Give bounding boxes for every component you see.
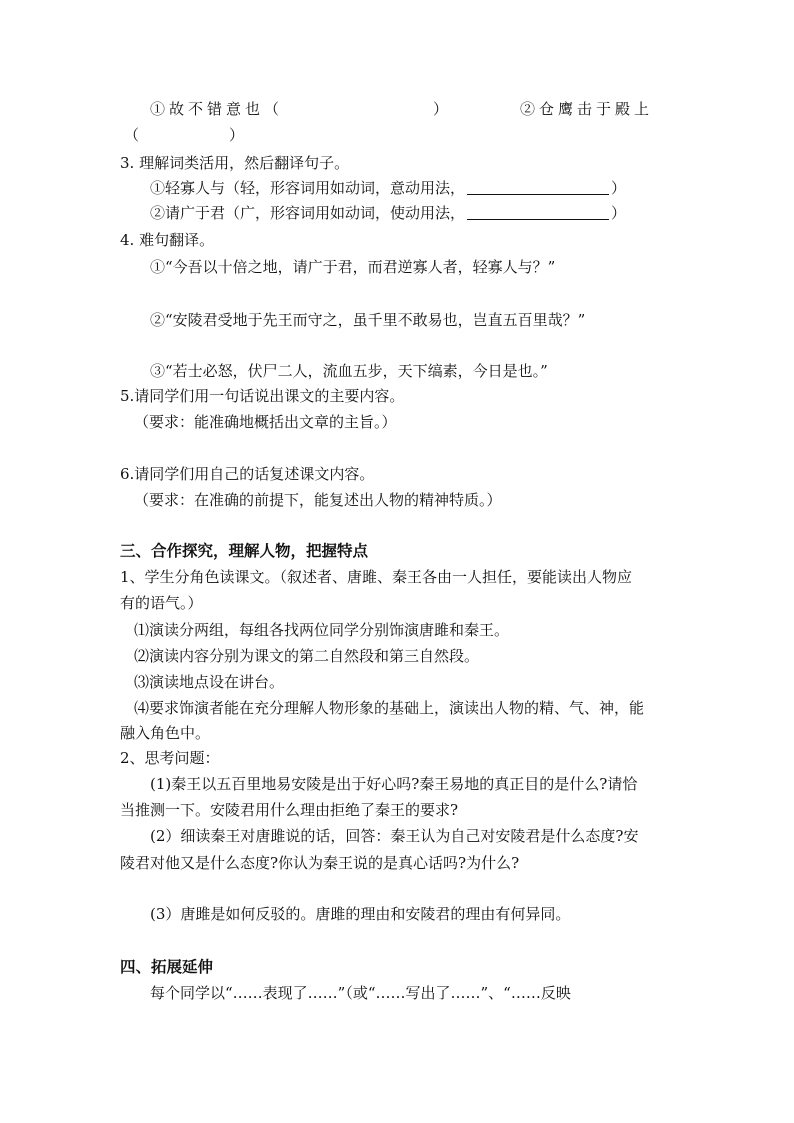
q3-item2 (150, 202, 626, 224)
q2-item1 (150, 98, 452, 120)
q5-requirement: （要求：能准确地概括出文章的主旨。） (134, 413, 397, 431)
section4-heading: 四、拓展延伸 (120, 958, 214, 976)
sec3-question3: (3）唐雎是如何反驳的。唐雎的理由和安陵君的理由有何异同。 (150, 905, 571, 923)
section3-heading: 三、合作探究，理解人物，把握特点 (120, 542, 369, 560)
sec3-step1: ⑴演读分两组，每组各找两位同学分别饰演唐雎和秦王。 (134, 621, 510, 639)
q6-requirement: （要求：在准确的前提下，能复述出人物的精神特质。） (134, 491, 502, 509)
sec4-line1: 每个同学以“……表现了……”（或“……写出了……”、“……反映 (150, 984, 571, 1002)
sec3-step2: ⑵演读内容分别为课文的第二自然段和第三自然段。 (134, 647, 480, 665)
sec3-question2-line2: 陵君对他又是什么态度?你认为秦王说的是真心话吗?为什么? (120, 854, 520, 872)
q3-item1 (150, 177, 626, 199)
q5-title: 5.请同学们用一句话说出课文的主要内容。 (120, 387, 405, 405)
q3-item2-end: ） (611, 204, 627, 222)
q3-item1-end: ） (611, 179, 627, 197)
q3-title: 3. 理解词类活用，然后翻译句子。 (120, 154, 350, 172)
q4-title: 4. 难句翻译。 (120, 231, 215, 249)
sec3-p2: 2、思考问题： (120, 749, 220, 767)
q3-item2-text: ②请广于君（广，形容词用如动词，使动用法， (150, 204, 466, 222)
sec3-p1-line1: 1、学生分角色读课文。（叙述者、唐雎、秦王各由一人担任，要能读出人物应 (120, 568, 633, 586)
q2-item2-blank: （ ） (124, 126, 245, 144)
q6-title: 6.请同学们用自己的话复述课文内容。 (120, 465, 375, 483)
q4-item3: ③“若士必怒，伏尸二人，流血五步，天下缟素，今日是也。” (150, 362, 548, 380)
q4-item2: ②“安陵君受地于先王而守之，虽千里不敢易也，岂直五百里哉？” (150, 311, 586, 329)
q4-item1: ①“今吾以十倍之地，请广于君，而君逆寡人者，轻寡人与？” (150, 258, 556, 276)
q2-item1-close: ） (433, 100, 453, 118)
sec3-question1-line1: (1)秦王以五百里地易安陵是出于好心吗?秦王易地的真正目的是什么?请恰 (150, 775, 638, 793)
sec3-step3: ⑶演读地点设在讲台。 (134, 673, 285, 691)
q3-item1-text: ①轻寡人与（轻，形容词用如动词，意动用法， (150, 179, 466, 197)
q3-item1-answer-line[interactable] (467, 179, 609, 195)
q2-item1-text: ①故不错意也（ (150, 100, 284, 118)
q2-item2: ②仓鹰击于殿上 (520, 100, 654, 118)
sec3-question1-line2: 当推测一下。安陵君用什么理由拒绝了秦王的要求? (120, 801, 459, 819)
sec3-step4-line2: 融入角色中。 (120, 724, 211, 742)
sec3-step4-line1: ⑷要求饰演者能在充分理解人物形象的基础上，演读出人物的精、气、神，能 (134, 699, 645, 717)
sec3-question2-line1: (2）细读秦王对唐雎说的话，回答：秦王认为自己对安陵君是什么态度?安 (150, 827, 639, 845)
q3-item2-answer-line[interactable] (467, 204, 609, 220)
sec3-p1-line2: 有的语气。） (120, 594, 203, 612)
